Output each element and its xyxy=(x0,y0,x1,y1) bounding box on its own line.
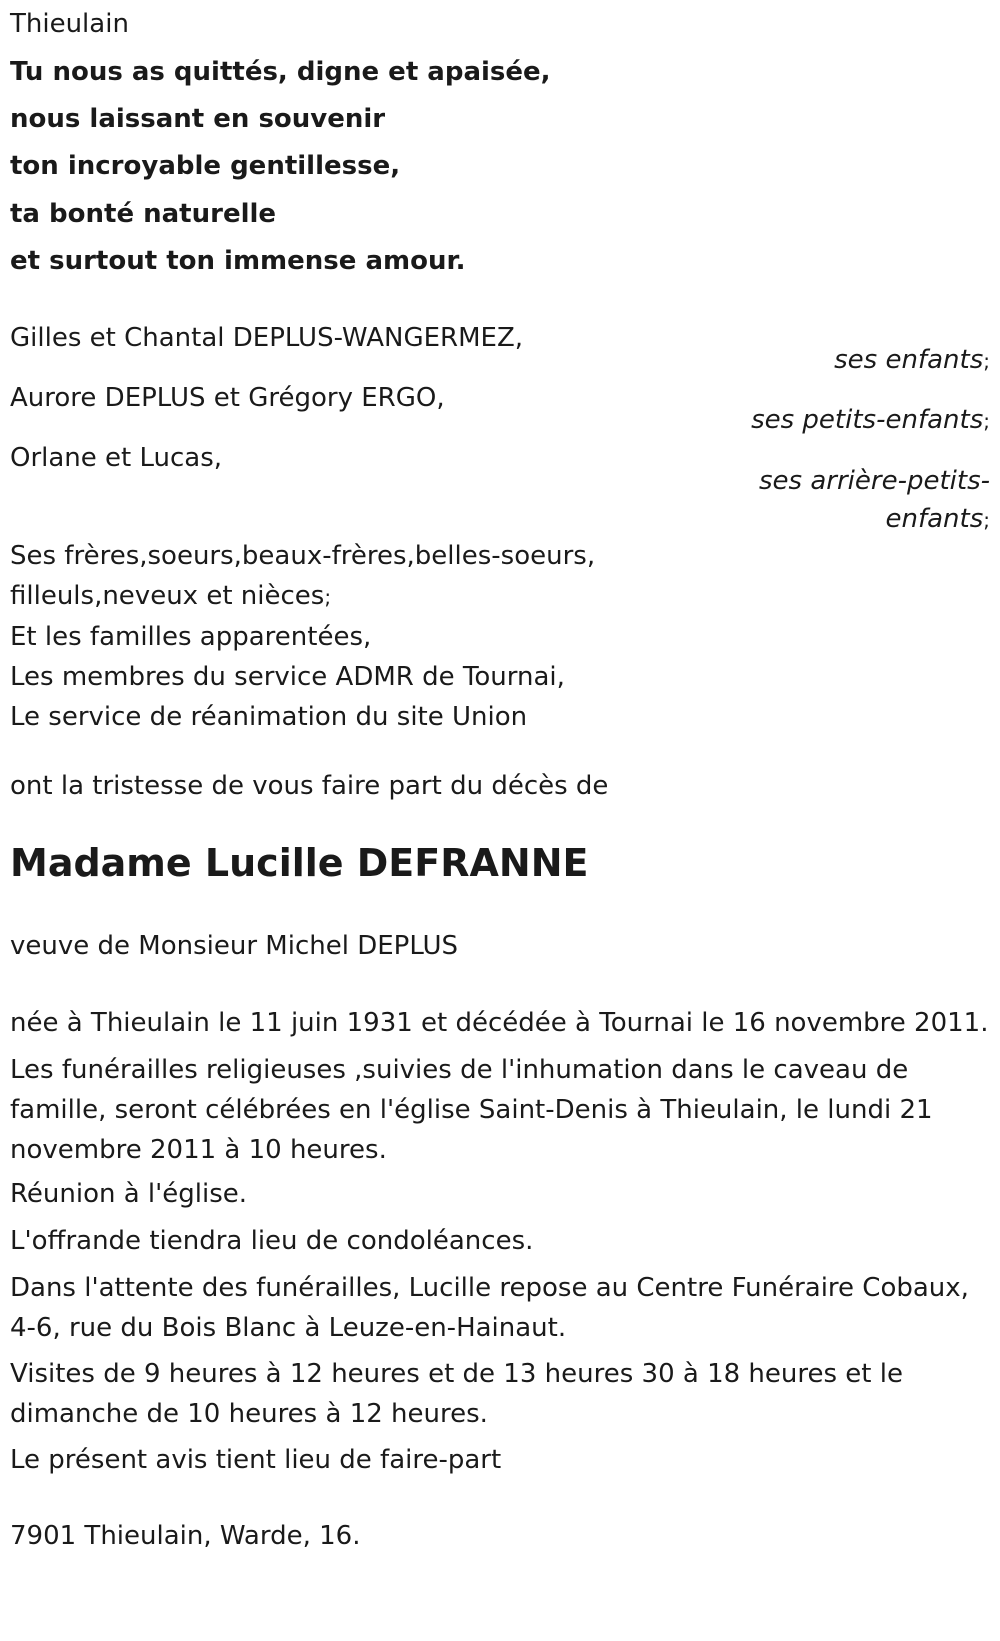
other-relatives-line-4: Les membres du service ADMR de Tournai, xyxy=(10,662,565,692)
announcement: ont la tristesse de vous faire part du décès de xyxy=(10,771,609,801)
other-relatives xyxy=(10,536,595,737)
funeral-details: Les funérailles religieuses ,suivies de l'inhumation dans le caveau de famille, seront célébrées en l'église Saint-Denis à Thieulain, le lundi 21 novembre 2011 à 10 heures. xyxy=(10,1055,933,1165)
family-grandchildren-names: Aurore DEPLUS et Grégory ERGO, xyxy=(10,383,445,413)
family-great-grandchildren-relation-line2: enfants; xyxy=(885,504,990,534)
other-relatives-line-3: Et les familles apparentées, xyxy=(10,622,372,652)
birth-death-dates: née à Thieulain le 11 juin 1931 et décédée à Tournai le 16 novembre 2011. xyxy=(10,1008,989,1038)
family-children-relation: ses enfants; xyxy=(834,345,990,375)
location-header: Thieulain xyxy=(10,9,129,39)
meeting-place: Réunion à l'église. xyxy=(10,1179,248,1209)
other-relatives-line-5: Le service de réanimation du site Union xyxy=(10,702,528,732)
other-relatives-line-1: Ses frères,soeurs,beaux-frères,belles-soeurs, xyxy=(10,541,596,571)
family-grandchildren-relation: ses petits-enfants; xyxy=(751,405,990,435)
resting-place: Dans l'attente des funérailles, Lucille repose au Centre Funéraire Cobaux, 4-6, rue du Bois Blanc à Leuze-en-Hainaut. xyxy=(10,1273,969,1343)
offering-note: L'offrande tiendra lieu de condoléances. xyxy=(10,1226,534,1256)
deceased-name: Madame Lucille DEFRANNE xyxy=(10,841,589,885)
poem-line-3: ton incroyable gentillesse, xyxy=(10,151,401,181)
poem-line-5: et surtout ton immense amour. xyxy=(10,246,466,276)
address: 7901 Thieulain, Warde, 16. xyxy=(10,1521,361,1551)
poem-line-2: nous laissant en souvenir xyxy=(10,104,386,134)
widow-of: veuve de Monsieur Michel DEPLUS xyxy=(10,931,459,961)
poem-line-4: ta bonté naturelle xyxy=(10,199,277,229)
family-children-names: Gilles et Chantal DEPLUS-WANGERMEZ, xyxy=(10,323,524,353)
other-relatives-line-2: filleuls,neveux et nièces; xyxy=(10,581,332,611)
visiting-hours: Visites de 9 heures à 12 heures et de 13 heures 30 à 18 heures et le dimanche de 10 heures à 12 heures. xyxy=(10,1359,903,1429)
poem-line-1: Tu nous as quittés, digne et apaisée, xyxy=(10,57,551,87)
notice: Le présent avis tient lieu de faire-part xyxy=(10,1445,502,1475)
family-great-grandchildren-relation-line1: ses arrière-petits- xyxy=(759,466,990,496)
family-great-grandchildren-names: Orlane et Lucas, xyxy=(10,443,223,473)
